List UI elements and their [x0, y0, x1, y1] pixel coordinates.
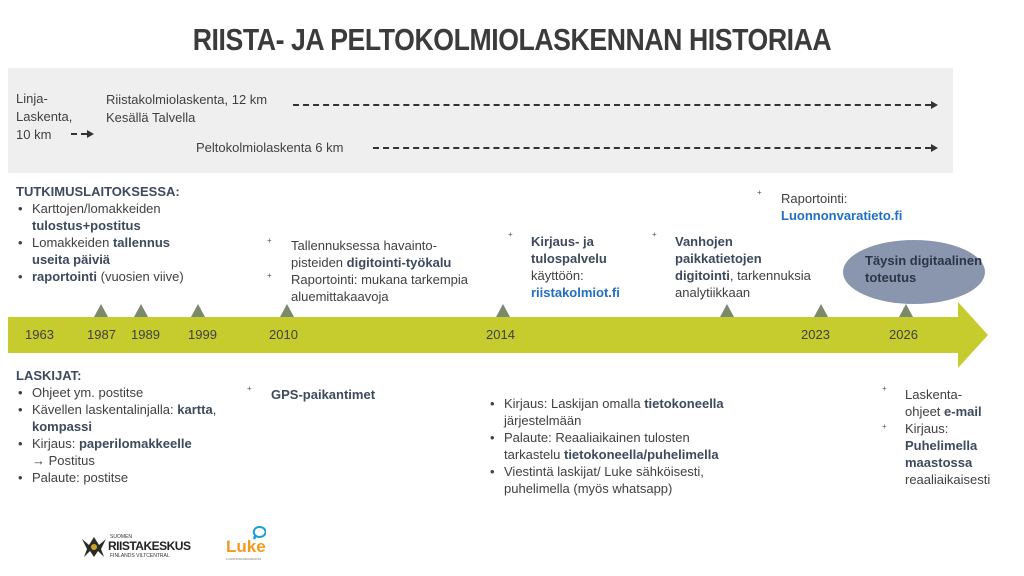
research-item: • Karttojen/lomakkeiden tulostus+postitus — [16, 200, 256, 234]
riista-label: Riistakolmiolaskenta, 12 km — [106, 92, 268, 107]
riistakolmiot-link[interactable]: riistakolmiot.fi — [531, 285, 620, 300]
counters-2014-item: • Viestintä laskijat/ Luke sähköisesti, puhelimella (myös whatsapp) — [488, 463, 788, 497]
pelto-label: Peltokolmiolaskenta 6 km — [196, 140, 344, 155]
goal-ellipse: Täysin digitaalinen toteutus — [843, 240, 985, 304]
counters-item: • Ohjeet ym. postitse — [16, 384, 266, 401]
plus-icon: + — [267, 236, 272, 245]
timeline-marker — [720, 304, 734, 317]
year-label: 2014 — [486, 327, 515, 342]
timeline-marker — [191, 304, 205, 317]
counters-2014-block — [488, 395, 788, 497]
year-label: 1963 — [25, 327, 54, 342]
riista-arrowhead — [931, 101, 938, 109]
timeline-marker — [280, 304, 294, 317]
year-label: 2026 — [889, 327, 918, 342]
counters-item: • Palaute: postitse — [16, 469, 266, 486]
timeline-arrowhead — [958, 302, 988, 368]
year-label: 1999 — [188, 327, 217, 342]
pelto-dashed-line — [373, 147, 931, 149]
plus-icon: + — [508, 230, 513, 239]
counters-2026-block: Laskenta- ohjeet e-mail Kirjaus: Puhelimella maastossa reaaliaikaisesti — [905, 387, 991, 487]
riista-dashed-line — [293, 104, 931, 106]
research-item: • Lomakkeiden tallennus useita päiviä — [16, 234, 256, 268]
gps-note: GPS-paikantimet — [271, 387, 376, 402]
timeline-marker — [814, 304, 828, 317]
timeline-marker — [94, 304, 108, 317]
counters-item: • Kirjaus: paperilomakkeelle → Postitus — [16, 435, 266, 469]
plus-icon: + — [247, 384, 252, 393]
page-title: RIISTA- JA PELTOKOLMIOLASKENNAN HISTORIAA — [192, 22, 832, 57]
counters-2014-item: • Kirjaus: Laskijan omalla tietokoneella järjestelmään — [488, 395, 788, 429]
year-label: 2010 — [269, 327, 298, 342]
timeline-marker — [134, 304, 148, 317]
counters-block — [16, 367, 266, 486]
counters-item: • Kävellen laskentalinjalla: kartta, kompassi — [16, 401, 266, 435]
annotation-2014: Kirjaus- ja tulospalvelu käyttöön: riistakolmiot.fi — [531, 233, 651, 301]
research-heading: TUTKIMUSLAITOKSESSA: — [16, 184, 180, 199]
year-label: 1989 — [131, 327, 160, 342]
counters-heading: LASKIJAT: — [16, 368, 82, 383]
linja-arrowhead — [87, 130, 94, 138]
annotation-2010: Tallennuksessa havainto- pisteiden digitointi-työkalu Raportointi: mukana tarkempia aluemittakaavoja — [291, 238, 469, 304]
timeline-marker — [496, 304, 510, 317]
linja-label: Linja- Laskenta, 10 km — [16, 91, 73, 142]
research-block — [16, 183, 256, 285]
counters-2014-item: • Palaute: Reaaliaikainen tulosten tarkastelu tietokoneella/puhelimella — [488, 429, 788, 463]
pelto-arrowhead — [931, 144, 938, 152]
plus-icon: + — [882, 384, 887, 393]
riistakeskus-logo: SUOMEN RIISTAKESKUS FINLANDS VILTCENTRAL — [80, 532, 205, 562]
seasons-label: Kesällä Talvella — [106, 110, 196, 125]
timeline-marker — [899, 304, 913, 317]
linja-arrow-line — [71, 133, 87, 135]
luonnonvaratieto-link[interactable]: Luonnonvaratieto.fi — [781, 208, 903, 223]
plus-icon: + — [267, 271, 272, 280]
year-label: 2023 — [801, 327, 830, 342]
research-item: • raportointi (vuosien viive) — [16, 268, 256, 285]
plus-icon: + — [757, 188, 762, 197]
year-label: 1987 — [87, 327, 116, 342]
plus-icon: + — [882, 422, 887, 431]
annotation-digitization: Vanhojen paikkatietojen digitointi, tarkennuksia analytiikkaan — [675, 234, 811, 300]
annotation-2023: Raportointi: Luonnonvaratieto.fi — [781, 190, 951, 224]
riistakeskus-emblem-icon — [80, 535, 108, 559]
plus-icon: + — [652, 230, 657, 239]
luke-logo: Luke LUONNONVARAKESKUS — [226, 526, 276, 564]
